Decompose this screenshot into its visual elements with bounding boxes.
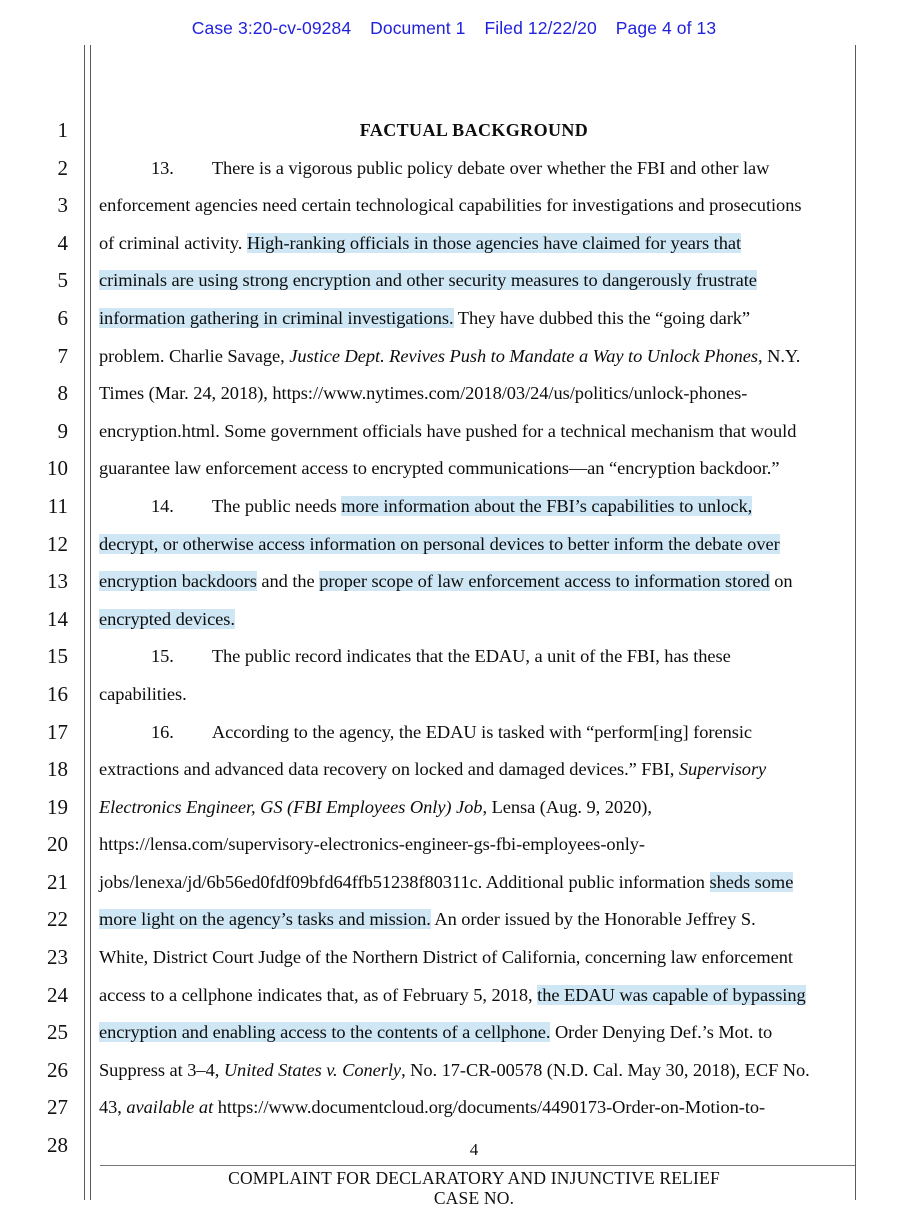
ecf-document-number: Document 1 [370, 18, 466, 38]
document-body [99, 112, 849, 1165]
paragraph-line [99, 1014, 849, 1052]
paragraph-line [99, 262, 849, 300]
italic-citation-text: available at [126, 1097, 214, 1118]
text-run: access to a cellphone indicates that, as of February 5, 2018, [99, 984, 538, 1005]
italic-citation-text: Justice Dept. Revives Push to Mandate a Way to Unlock Phones [289, 345, 758, 366]
line-number: 6 [57, 305, 68, 330]
line-number: 9 [57, 418, 68, 443]
paragraph-line [99, 676, 849, 714]
highlighted-text: more light on the agency’s tasks and mission. [99, 909, 431, 930]
highlighted-text: encrypted devices. [99, 608, 235, 629]
text-run: White, District Court Judge of the Northern District of California, concerning law enforcement [99, 947, 793, 968]
text-run: https://lensa.com/supervisory-electronics-engineer-gs-fbi-employees-only- [99, 834, 645, 855]
line-number: 22 [47, 907, 68, 932]
text-run: of criminal activity. [99, 232, 247, 253]
line-number: 7 [57, 343, 68, 368]
paragraph-line [99, 977, 849, 1015]
line-number: 5 [57, 268, 68, 293]
paragraph-line [99, 1089, 849, 1127]
text-run: The public record indicates that the EDAU, a unit of the FBI, has these [211, 646, 731, 667]
line-number: 3 [57, 193, 68, 218]
paragraph-first-line [99, 488, 849, 526]
paragraph-number: 14. [151, 495, 174, 516]
text-run: The public needs [211, 495, 342, 516]
highlighted-text: sheds some [709, 871, 794, 892]
ecf-page-label: Page 4 of 13 [615, 18, 717, 38]
line-number: 23 [47, 945, 68, 970]
paragraph-first-line [99, 150, 849, 188]
text-run: extractions and advanced data recovery on locked and damaged devices.” FBI, [99, 759, 679, 780]
text-run: Suppress at 3–4, [99, 1059, 224, 1080]
line-number: 8 [57, 381, 68, 406]
footer-case-no-line: CASE NO. [433, 1188, 515, 1208]
right-margin-rule [855, 45, 856, 1200]
highlighted-text: encryption backdoors [99, 571, 257, 592]
paragraph-line [99, 751, 849, 789]
footer-divider [100, 1165, 855, 1166]
paragraph-line [99, 450, 849, 488]
paragraph-first-line [99, 638, 849, 676]
line-number: 13 [47, 569, 68, 594]
line-number: 1 [57, 118, 68, 142]
text-run: According to the agency, the EDAU is tasked with “perform[ing] forensic [211, 721, 753, 742]
line-number: 14 [47, 606, 68, 631]
line-number: 27 [47, 1095, 68, 1120]
highlighted-text: criminals are using strong encryption and other security measures to dangerously frustrate [99, 270, 757, 291]
paragraph-line [99, 864, 849, 902]
paragraph-line [99, 826, 849, 864]
line-number: 16 [47, 681, 68, 706]
text-run: enforcement agencies need certain technological capabilities for investigations and prosecutions [99, 195, 802, 216]
line-number: 20 [47, 832, 68, 857]
paragraph-line [99, 1052, 849, 1090]
footer-title-line: COMPLAINT FOR DECLARATORY AND INJUNCTIVE RELIEF [228, 1168, 720, 1188]
line-number: 4 [57, 230, 68, 255]
paragraph-number: 13. [151, 157, 174, 178]
line-number: 24 [47, 982, 68, 1007]
text-run: , No. 17-CR-00578 (N.D. Cal. May 30, 2018), ECF No. [401, 1059, 810, 1080]
line-number: 17 [47, 719, 68, 744]
text-run: There is a vigorous public policy debate over whether the FBI and other law [211, 157, 770, 178]
left-margin-rule-outer [84, 45, 85, 1200]
text-run: , N.Y. [758, 345, 801, 366]
highlighted-text: information gathering in criminal investigations. [99, 307, 454, 328]
paragraph-first-line [99, 714, 849, 752]
italic-citation-text: Electronics Engineer, GS (FBI Employees Only) Job [99, 796, 483, 817]
line-number: 11 [47, 493, 68, 518]
highlighted-text: encryption and enabling access to the contents of a cellphone. [99, 1022, 551, 1043]
line-number: 2 [57, 155, 68, 180]
paragraph-line [99, 225, 849, 263]
line-number: 12 [47, 531, 68, 556]
text-run: problem. Charlie Savage, [99, 345, 290, 366]
italic-citation-text: United States v. Conerly [223, 1059, 402, 1080]
italic-citation-text: Supervisory [678, 759, 767, 780]
paragraph-line [99, 413, 849, 451]
text-run: An order issued by the Honorable Jeffrey S. [430, 909, 756, 930]
paragraph-line [99, 300, 849, 338]
text-run: on [769, 571, 793, 592]
text-run: Times (Mar. 24, 2018), https://www.nytimes.com/2018/03/24/us/politics/unlock-phones- [99, 383, 748, 404]
paragraph-line [99, 338, 849, 376]
text-run: and the [256, 571, 320, 592]
paragraph-line [99, 375, 849, 413]
line-number-gutter [0, 112, 78, 1165]
paragraph-number: 16. [151, 721, 174, 742]
highlighted-text: decrypt, or otherwise access information on personal devices to better inform the debate over [99, 533, 780, 554]
paragraph-line [99, 526, 849, 564]
section-heading: FACTUAL BACKGROUND [359, 120, 589, 140]
text-run: jobs/lenexa/jd/6b56ed0fdf09bfd64ffb51238f80311c. Additional public information [99, 871, 710, 892]
ecf-filed-date: Filed 12/22/20 [484, 18, 597, 38]
paragraph-line [99, 789, 849, 827]
ecf-case-number: Case 3:20-cv-09284 [191, 18, 352, 38]
paragraph-line [99, 563, 849, 601]
text-run: , Lensa (Aug. 9, 2020), [482, 796, 652, 817]
paragraph-line [99, 939, 849, 977]
text-run: Order Denying Def.’s Mot. to [550, 1022, 773, 1043]
left-margin-rule-inner [90, 45, 91, 1200]
text-run: capabilities. [99, 683, 187, 704]
paragraph-line [99, 601, 849, 639]
line-number: 25 [47, 1020, 68, 1045]
line-number: 28 [47, 1133, 68, 1158]
text-run: They have dubbed this the “going dark” [453, 307, 751, 328]
page-number: 4 [469, 1140, 479, 1159]
paragraph-line [99, 187, 849, 225]
text-run: 43, [99, 1097, 127, 1118]
text-run: encryption.html. Some government officials have pushed for a technical mechanism that would [99, 420, 797, 441]
highlighted-text: High-ranking officials in those agencies have claimed for years that [246, 232, 742, 253]
paragraph-line [99, 901, 849, 939]
ecf-header-stamp [0, 18, 908, 39]
highlighted-text: the EDAU was capable of bypassing [537, 984, 806, 1005]
line-number: 15 [47, 644, 68, 669]
text-run: https://www.documentcloud.org/documents/4490173-Order-on-Motion-to- [213, 1097, 766, 1118]
line-number: 10 [47, 456, 68, 481]
highlighted-text: proper scope of law enforcement access to information stored [319, 571, 770, 592]
highlighted-text: more information about the FBI’s capabilities to unlock, [341, 495, 753, 516]
line-number: 19 [47, 794, 68, 819]
text-run: guarantee law enforcement access to encrypted communications—an “encryption backdoor.” [99, 458, 780, 479]
line-number: 18 [47, 757, 68, 782]
line-number: 21 [47, 869, 68, 894]
footer-caption [99, 1168, 849, 1208]
line-number: 26 [47, 1057, 68, 1082]
paragraph-number: 15. [151, 646, 174, 667]
